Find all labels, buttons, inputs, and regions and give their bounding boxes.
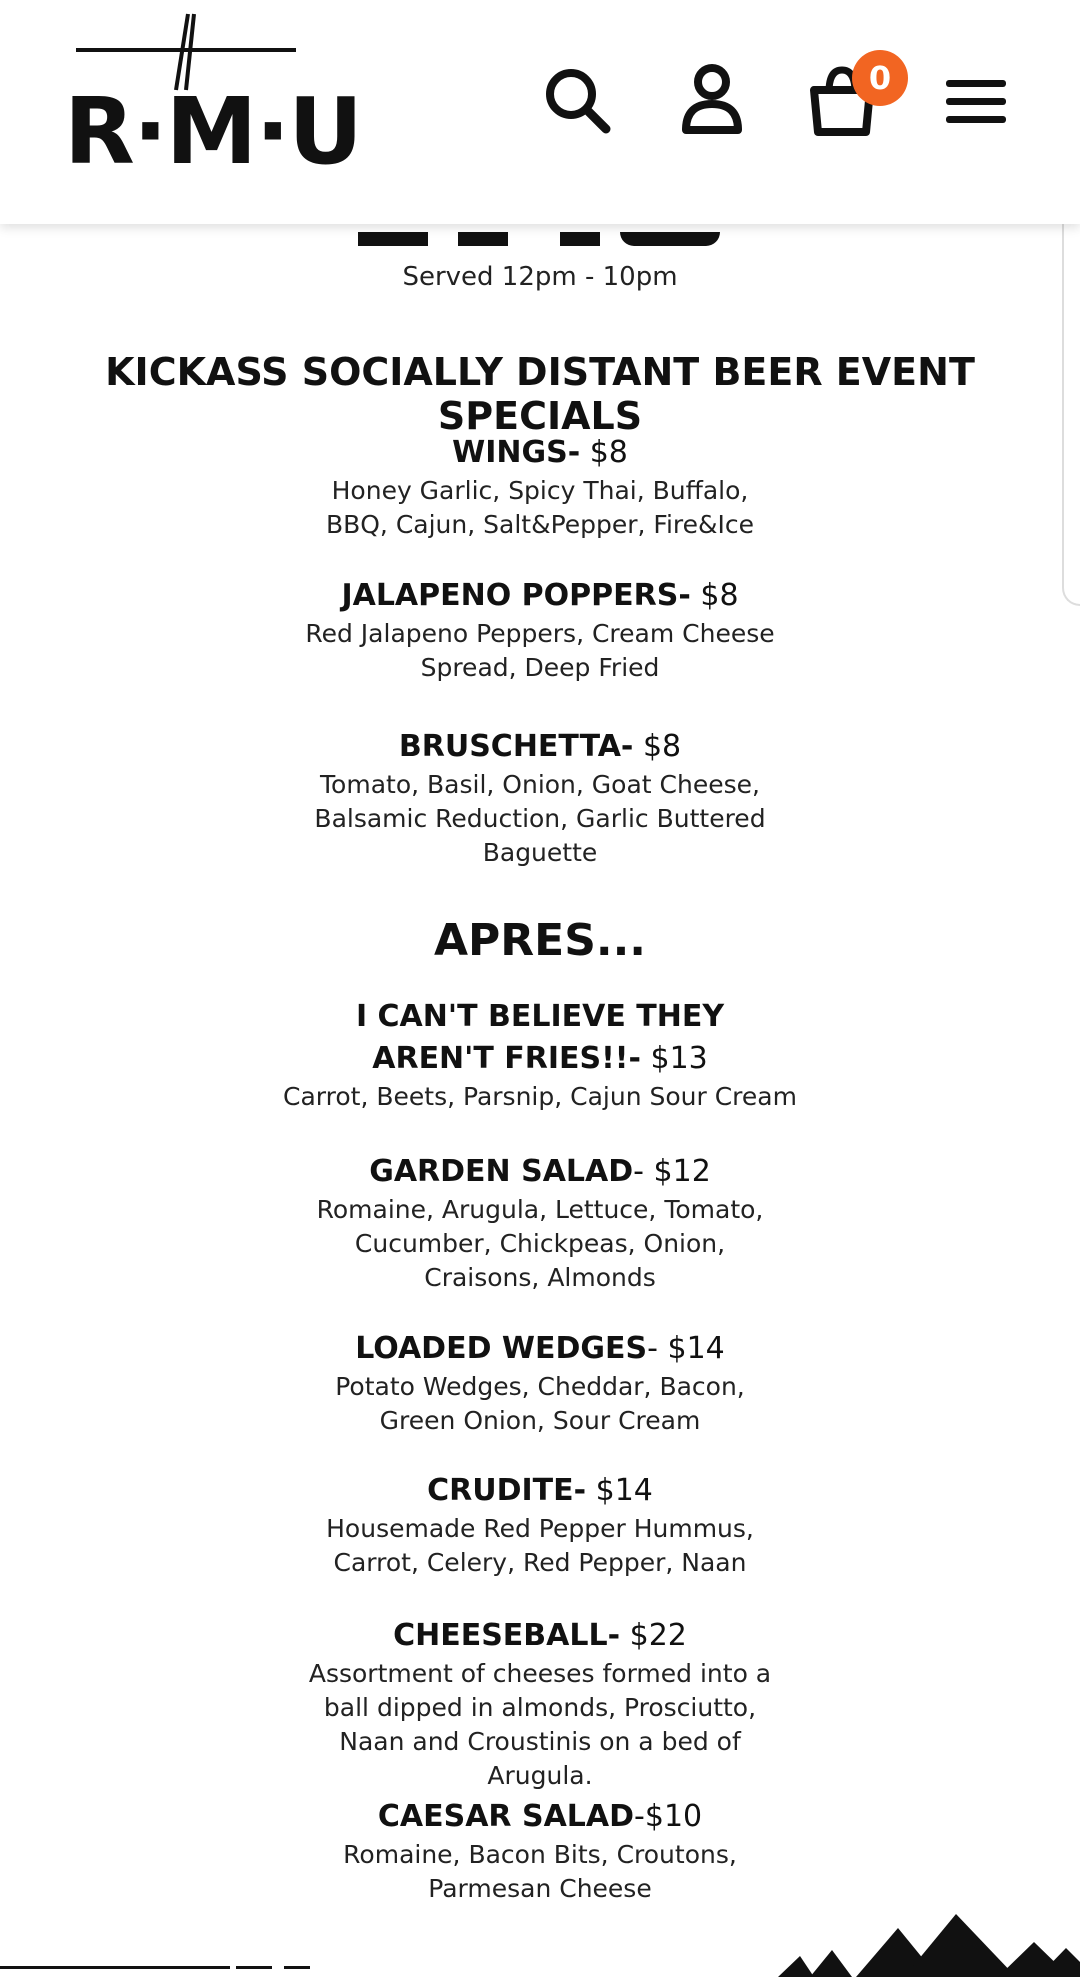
item-name: CRUDITE- bbox=[427, 1473, 587, 1508]
menu-item-jalapeno-poppers bbox=[240, 575, 840, 685]
item-name: WINGS- bbox=[452, 435, 581, 470]
item-description: Housemade Red Pepper Hummus, Carrot, Celery, Red Pepper, Naan bbox=[326, 1514, 754, 1577]
item-price: - $14 bbox=[647, 1331, 725, 1366]
menu-item-loaded-wedges bbox=[240, 1328, 840, 1438]
search-icon[interactable] bbox=[538, 62, 618, 142]
menu-item-wings bbox=[240, 432, 840, 542]
item-name: BRUSCHETTA- bbox=[398, 729, 634, 764]
item-name: GARDEN SALAD bbox=[369, 1154, 634, 1189]
item-name: CHEESEBALL- bbox=[393, 1618, 621, 1653]
menu-icon[interactable] bbox=[936, 62, 1016, 142]
item-price: $22 bbox=[629, 1618, 687, 1653]
item-name: LOADED WEDGES bbox=[355, 1331, 648, 1366]
item-price: $13 bbox=[650, 1041, 708, 1076]
item-description: Romaine, Arugula, Lettuce, Tomato, Cucumber, Chickpeas, Onion, Craisons, Almonds bbox=[316, 1195, 764, 1292]
item-price: - $12 bbox=[633, 1154, 711, 1189]
menu-item-bruschetta bbox=[240, 726, 840, 870]
item-description: Assortment of cheeses formed into a ball dipped in almonds, Prosciutto, Naan and Croustinis on a bed of Arugula. bbox=[308, 1659, 772, 1790]
served-hours: Served 12pm - 10pm bbox=[402, 262, 678, 292]
menu-item-crudite bbox=[240, 1470, 840, 1580]
menu-item-garden-salad bbox=[240, 1151, 840, 1295]
item-price: $8 bbox=[589, 435, 628, 470]
apres-title: APRES... bbox=[433, 915, 647, 966]
menu-item-not-fries bbox=[240, 996, 840, 1114]
item-name: JALAPENO POPPERS- bbox=[341, 578, 691, 613]
item-name: CAESAR SALAD bbox=[377, 1799, 635, 1834]
mountains-icon bbox=[770, 1850, 1080, 1977]
cart-count-badge: 0 bbox=[852, 50, 908, 106]
logo-text: R·M·U bbox=[64, 78, 361, 185]
specials-title: KICKASS SOCIALLY DISTANT BEER EVENT SPECIALS bbox=[105, 350, 975, 438]
item-description: Romaine, Bacon Bits, Croutons, Parmesan Cheese bbox=[343, 1840, 737, 1903]
item-description: Potato Wedges, Cheddar, Bacon, Green Onion, Sour Cream bbox=[335, 1372, 745, 1435]
item-description: Red Jalapeno Peppers, Cream Cheese Spread, Deep Fried bbox=[305, 619, 775, 682]
footer-divider bbox=[0, 1962, 320, 1972]
item-price: $14 bbox=[595, 1473, 653, 1508]
item-description: Tomato, Basil, Onion, Goat Cheese, Balsamic Reduction, Garlic Buttered Baguette bbox=[314, 770, 766, 867]
site-header bbox=[0, 0, 1080, 224]
item-price: $8 bbox=[700, 578, 739, 613]
item-name: I CAN'T BELIEVE THEY AREN'T FRIES!!- bbox=[355, 999, 725, 1076]
item-price: $8 bbox=[642, 729, 682, 764]
rmu-logo[interactable] bbox=[64, 12, 361, 185]
menu-item-cheeseball bbox=[240, 1615, 840, 1793]
user-icon[interactable] bbox=[672, 62, 752, 142]
menu-item-caesar-salad bbox=[240, 1796, 840, 1906]
item-description: Honey Garlic, Spicy Thai, Buffalo, BBQ, Cajun, Salt&Pepper, Fire&Ice bbox=[325, 476, 755, 539]
item-price: -$10 bbox=[634, 1799, 703, 1834]
item-description: Carrot, Beets, Parsnip, Cajun Sour Cream bbox=[283, 1082, 797, 1111]
